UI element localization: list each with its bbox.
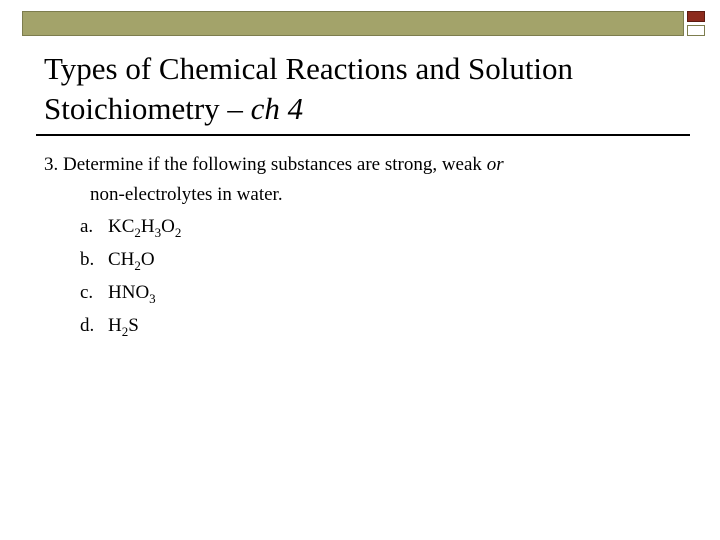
chemical-formula (108, 315, 139, 339)
slide-body (44, 150, 684, 342)
question-text (44, 150, 684, 180)
slide-title (44, 49, 704, 129)
substance-item (80, 276, 684, 309)
substance-item-label: a. (80, 216, 94, 237)
formula-element: H (140, 216, 155, 237)
formula-subscript: 3 (149, 291, 156, 306)
formula-element: O (161, 216, 175, 237)
corner-square-filled (687, 11, 705, 22)
substance-item (80, 210, 684, 243)
substance-item-label: d. (80, 315, 95, 336)
chemical-formula (108, 216, 182, 240)
formula-subscript: 2 (174, 225, 182, 240)
formula-subscript: 2 (134, 225, 141, 240)
header-bar (22, 11, 684, 36)
question-text-continued: non-electrolytes in water. (90, 184, 283, 205)
formula-element: H (108, 315, 122, 336)
title-line-2: Stoichiometry – (44, 91, 251, 126)
corner-decoration (687, 11, 709, 39)
corner-square-outline (687, 25, 705, 36)
substance-item-label: b. (80, 249, 95, 270)
formula-subscript: 3 (154, 225, 162, 240)
chemical-formula (108, 249, 155, 273)
formula-subscript: 2 (134, 258, 141, 273)
formula-subscript: 2 (121, 324, 129, 339)
substance-item (80, 309, 684, 342)
title-chapter: ch 4 (250, 91, 304, 126)
question-or: or (486, 154, 504, 175)
substance-list (44, 210, 684, 342)
substance-item-label: c. (80, 282, 94, 303)
formula-element: CH (108, 249, 135, 270)
formula-element: KC (108, 216, 135, 237)
formula-element: O (140, 249, 155, 270)
title-line-1: Types of Chemical Reactions and Solution (44, 51, 574, 86)
substance-item (80, 243, 684, 276)
chemical-formula (108, 282, 156, 306)
title-divider (36, 134, 690, 136)
question-part-1: 3. Determine if the following substances are strong, weak (44, 154, 487, 175)
formula-element: S (128, 315, 139, 336)
formula-element: HNO (108, 282, 150, 303)
